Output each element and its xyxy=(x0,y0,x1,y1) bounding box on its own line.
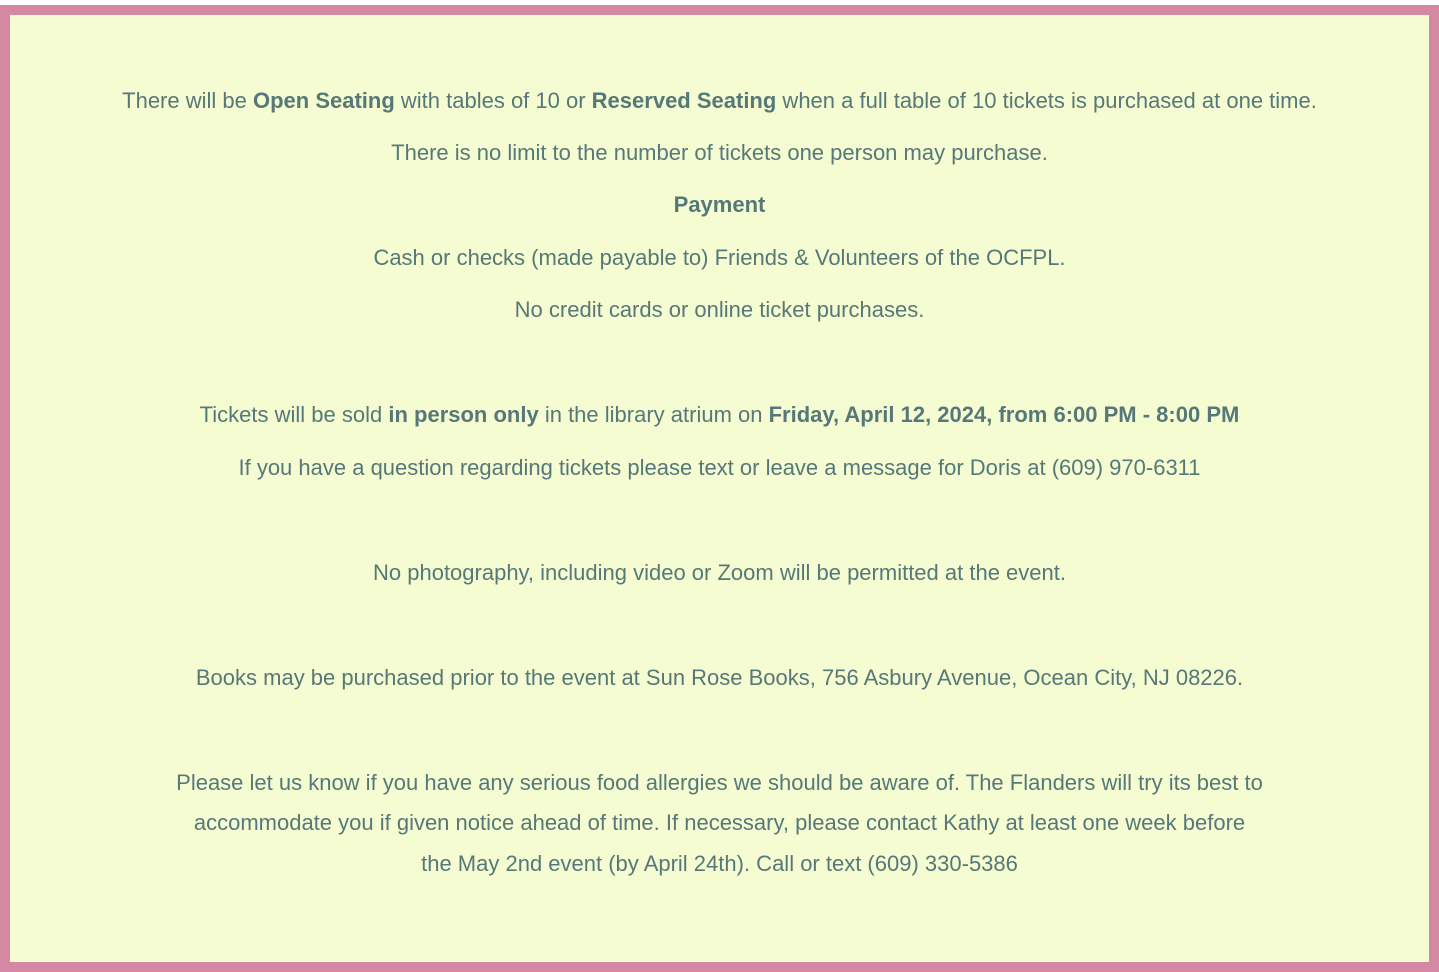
info-content xyxy=(10,15,1429,962)
ticket-question-text: If you have a question regarding tickets please text or leave a message for Doris at (609) 970-6311 xyxy=(238,455,1201,480)
allergies-line-1: Please let us know if you have any serious food allergies we should be aware of. The Flanders will try its best to xyxy=(176,770,1263,795)
payment-methods-text: Cash or checks (made payable to) Friends & Volunteers of the OCFPL. xyxy=(373,245,1066,270)
reserved-seating-label: Reserved Seating xyxy=(591,88,777,113)
seating-paragraph xyxy=(10,87,1429,115)
photography-notice: No photography, including video or Zoom will be permitted at the event. xyxy=(373,560,1066,585)
no-credit-cards-text: No credit cards or online ticket purchases. xyxy=(514,297,925,322)
seating-text-2: with tables of 10 or xyxy=(394,88,592,113)
ticket-limit-text: There is no limit to the number of tickets one person may purchase. xyxy=(391,140,1048,165)
ticket-sale-paragraph xyxy=(10,401,1429,429)
tickets-text-2: in the library atrium on xyxy=(538,402,769,427)
allergies-line-3: the May 2nd event (by April 24th). Call or text (609) 330-5386 xyxy=(421,851,1018,876)
payment-heading: Payment xyxy=(673,192,766,217)
seating-text-3: when a full table of 10 tickets is purchased at one time. xyxy=(776,88,1317,113)
seating-text-1: There will be xyxy=(122,88,253,113)
open-seating-label: Open Seating xyxy=(252,88,395,113)
sale-date-label: Friday, April 12, 2024, from 6:00 PM - 8:00 PM xyxy=(768,402,1240,427)
info-panel xyxy=(0,5,1439,972)
tickets-text-1: Tickets will be sold xyxy=(199,402,389,427)
books-notice: Books may be purchased prior to the event at Sun Rose Books, 756 Asbury Avenue, Ocean City, NJ 08226. xyxy=(195,665,1244,690)
in-person-only-label: in person only xyxy=(388,402,539,427)
allergies-line-2: accommodate you if given notice ahead of time. If necessary, please contact Kathy at least one week before xyxy=(193,810,1246,835)
